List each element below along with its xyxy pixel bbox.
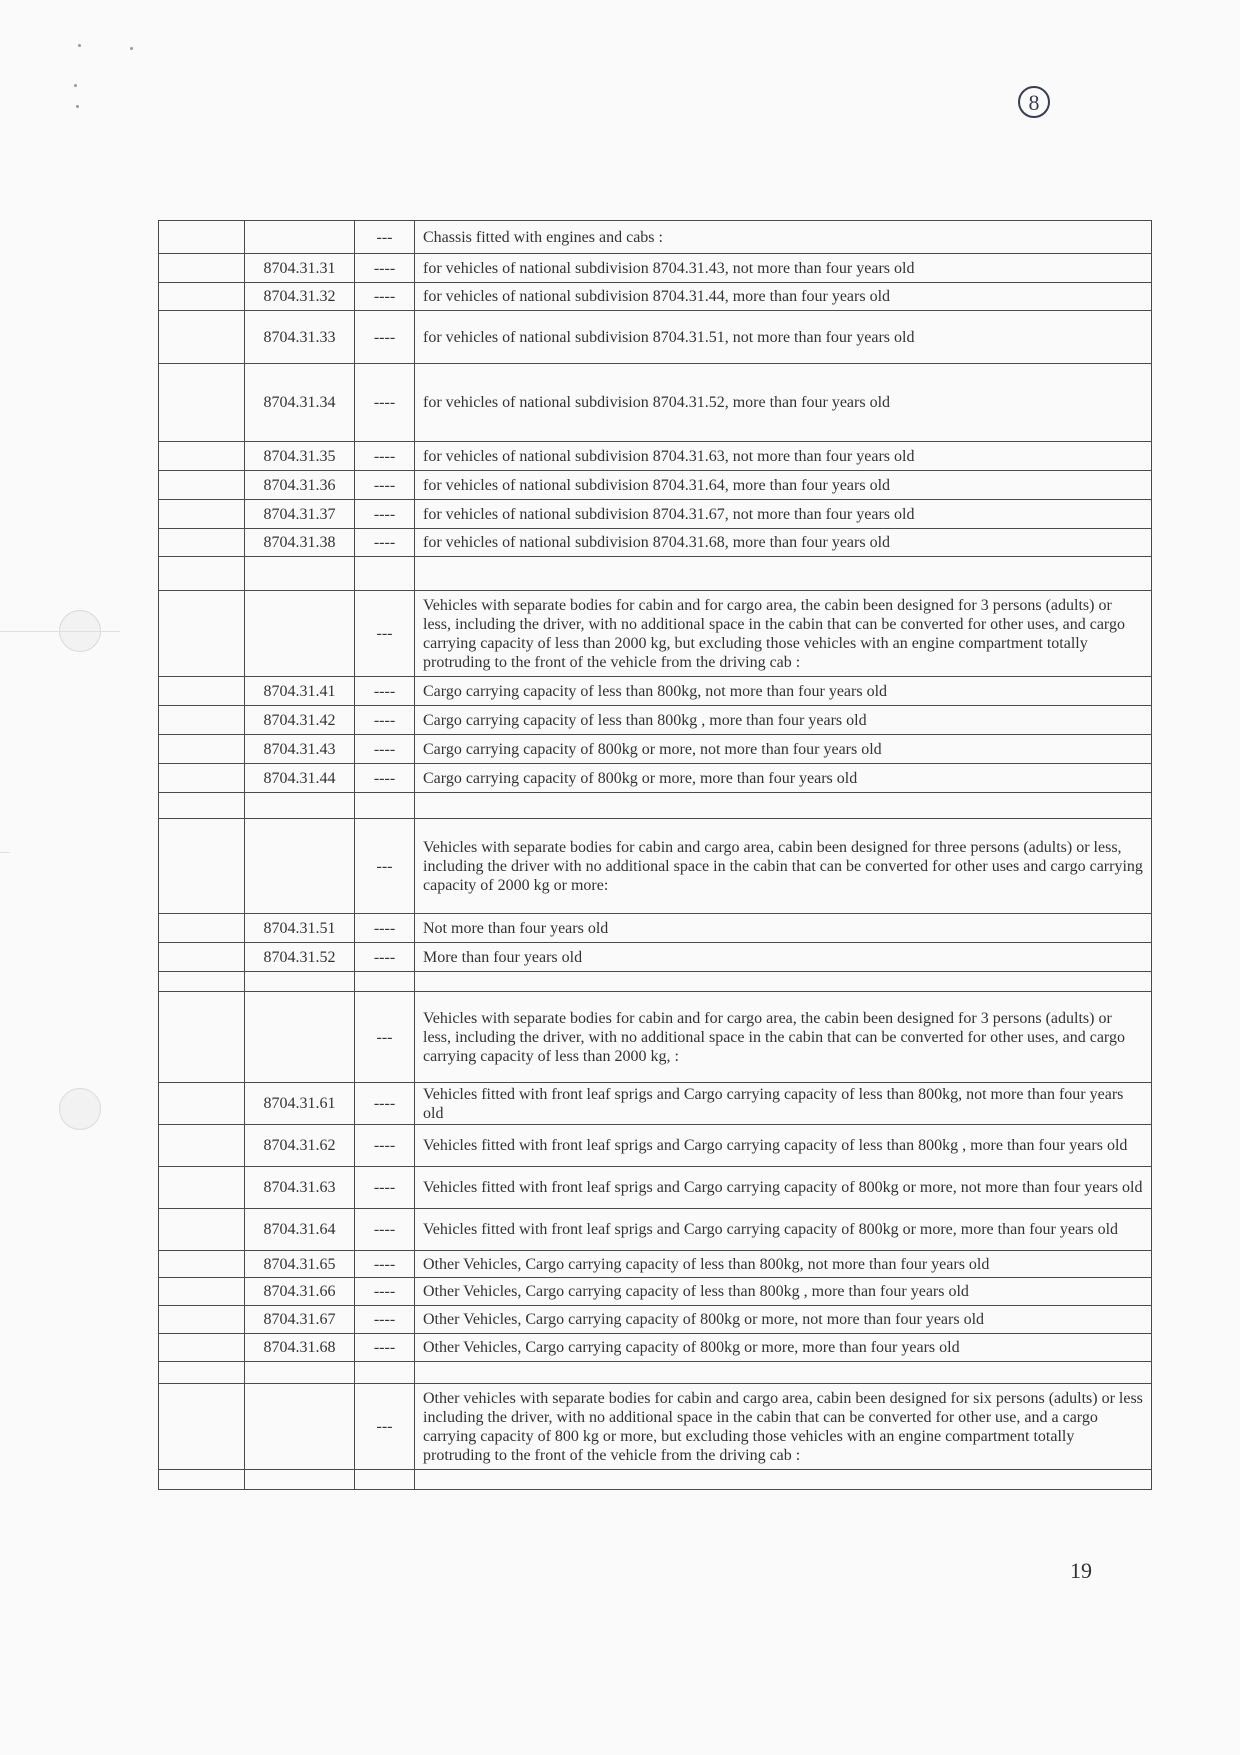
- dash-cell: ----: [355, 1209, 415, 1251]
- heading-cell: [159, 471, 245, 500]
- description-cell: Vehicles fitted with front leaf sprigs and Cargo carrying capacity of 800kg or more, not more than four years old: [415, 1167, 1152, 1209]
- heading-cell: [159, 1083, 245, 1125]
- description-cell: Cargo carrying capacity of less than 800kg , more than four years old: [415, 706, 1152, 735]
- heading-cell: [159, 764, 245, 793]
- code-cell: 8704.31.61: [245, 1083, 355, 1125]
- code-cell: 8704.31.63: [245, 1167, 355, 1209]
- table-row: [159, 364, 1152, 442]
- table-row: [159, 500, 1152, 529]
- scan-speck: [78, 44, 81, 47]
- table-row: [159, 442, 1152, 471]
- description-cell: for vehicles of national subdivision 8704.31.52, more than four years old: [415, 364, 1152, 442]
- table-row: [159, 1209, 1152, 1251]
- table-row: [159, 819, 1152, 914]
- table-row: [159, 1384, 1152, 1470]
- description-cell: Vehicles with separate bodies for cabin and for cargo area, the cabin been designed for 3 persons (adults) or less, including the driver, with no additional space in the cabin that can be converted for other uses, and cargo carrying capacity of less than 2000 kg, :: [415, 992, 1152, 1083]
- heading-cell: [159, 1209, 245, 1251]
- dash-cell: ----: [355, 1125, 415, 1167]
- table-row: [159, 254, 1152, 283]
- table-spacer-row: [159, 972, 1152, 992]
- heading-cell: [159, 311, 245, 364]
- heading-cell: [159, 283, 245, 311]
- description-cell: for vehicles of national subdivision 8704.31.44, more than four years old: [415, 283, 1152, 311]
- description-cell: [415, 1362, 1152, 1384]
- code-cell: 8704.31.66: [245, 1278, 355, 1306]
- code-cell: 8704.31.43: [245, 735, 355, 764]
- code-cell: 8704.31.44: [245, 764, 355, 793]
- tariff-table: [158, 220, 1152, 1490]
- dash-cell: [355, 972, 415, 992]
- code-cell: 8704.31.37: [245, 500, 355, 529]
- table-row: [159, 1167, 1152, 1209]
- description-cell: Other vehicles with separate bodies for cabin and cargo area, cabin been designed for six persons (adults) or less including the driver, with no additional space in the cabin that can be converted for other use, and a cargo carrying capacity of 800 kg or more, but excluding those vehicles with an engine compartment totally protruding to the front of the vehicle from the driving cab :: [415, 1384, 1152, 1470]
- description-cell: [415, 557, 1152, 591]
- description-cell: for vehicles of national subdivision 8704.31.63, not more than four years old: [415, 442, 1152, 471]
- dash-cell: ----: [355, 442, 415, 471]
- description-cell: for vehicles of national subdivision 8704.31.51, not more than four years old: [415, 311, 1152, 364]
- description-cell: Vehicles fitted with front leaf sprigs and Cargo carrying capacity of less than 800kg , more than four years old: [415, 1125, 1152, 1167]
- code-cell: 8704.31.51: [245, 914, 355, 943]
- table-row: [159, 221, 1152, 254]
- code-cell: 8704.31.35: [245, 442, 355, 471]
- heading-cell: [159, 943, 245, 972]
- heading-cell: [159, 1278, 245, 1306]
- dash-cell: ---: [355, 992, 415, 1083]
- description-cell: Cargo carrying capacity of 800kg or more, not more than four years old: [415, 735, 1152, 764]
- punch-hole: [59, 1088, 101, 1130]
- code-cell: [245, 793, 355, 819]
- description-cell: Other Vehicles, Cargo carrying capacity of less than 800kg, not more than four years old: [415, 1251, 1152, 1278]
- heading-cell: [159, 1167, 245, 1209]
- code-cell: 8704.31.32: [245, 283, 355, 311]
- dash-cell: [355, 1470, 415, 1490]
- dash-cell: ----: [355, 529, 415, 557]
- heading-cell: [159, 500, 245, 529]
- code-cell: 8704.31.64: [245, 1209, 355, 1251]
- description-cell: Other Vehicles, Cargo carrying capacity of 800kg or more, more than four years old: [415, 1334, 1152, 1362]
- code-cell: 8704.31.38: [245, 529, 355, 557]
- table-row: [159, 914, 1152, 943]
- heading-cell: [159, 1306, 245, 1334]
- tariff-table-body: [159, 221, 1152, 1490]
- table-spacer-row: [159, 1362, 1152, 1384]
- code-cell: 8704.31.65: [245, 1251, 355, 1278]
- heading-cell: [159, 529, 245, 557]
- dash-cell: ----: [355, 254, 415, 283]
- heading-cell: [159, 1251, 245, 1278]
- heading-cell: [159, 254, 245, 283]
- description-cell: [415, 793, 1152, 819]
- description-cell: Vehicles with separate bodies for cabin and cargo area, cabin been designed for three persons (adults) or less, including the driver with no additional space in the cabin that can be converted for other uses and cargo carrying capacity of 2000 kg or more:: [415, 819, 1152, 914]
- code-cell: [245, 819, 355, 914]
- heading-cell: [159, 992, 245, 1083]
- code-cell: 8704.31.41: [245, 677, 355, 706]
- code-cell: [245, 972, 355, 992]
- heading-cell: [159, 221, 245, 254]
- table-row: [159, 943, 1152, 972]
- description-cell: Other Vehicles, Cargo carrying capacity of less than 800kg , more than four years old: [415, 1278, 1152, 1306]
- stamp-mark: [1016, 84, 1052, 120]
- dash-cell: ----: [355, 677, 415, 706]
- heading-cell: [159, 1470, 245, 1490]
- description-cell: Vehicles fitted with front leaf sprigs and Cargo carrying capacity of less than 800kg, not more than four years old: [415, 1083, 1152, 1125]
- code-cell: 8704.31.33: [245, 311, 355, 364]
- dash-cell: ----: [355, 1306, 415, 1334]
- scan-speck: [76, 105, 79, 108]
- heading-cell: [159, 442, 245, 471]
- code-cell: [245, 221, 355, 254]
- dash-cell: ----: [355, 943, 415, 972]
- dash-cell: [355, 557, 415, 591]
- table-row: [159, 283, 1152, 311]
- heading-cell: [159, 1362, 245, 1384]
- dash-cell: [355, 1362, 415, 1384]
- heading-cell: [159, 677, 245, 706]
- code-cell: [245, 992, 355, 1083]
- dash-cell: ---: [355, 591, 415, 677]
- table-row: [159, 1251, 1152, 1278]
- dash-cell: ----: [355, 364, 415, 442]
- table-row: [159, 677, 1152, 706]
- table-spacer-row: [159, 793, 1152, 819]
- description-cell: Not more than four years old: [415, 914, 1152, 943]
- code-cell: [245, 1470, 355, 1490]
- description-cell: [415, 1470, 1152, 1490]
- punch-hole-crease: [0, 631, 120, 632]
- heading-cell: [159, 557, 245, 591]
- code-cell: [245, 1362, 355, 1384]
- heading-cell: [159, 914, 245, 943]
- scan-speck: [74, 84, 77, 87]
- table-row: [159, 992, 1152, 1083]
- dash-cell: ----: [355, 1251, 415, 1278]
- code-cell: 8704.31.67: [245, 1306, 355, 1334]
- description-cell: Chassis fitted with engines and cabs :: [415, 221, 1152, 254]
- description-cell: Vehicles with separate bodies for cabin and for cargo area, the cabin been designed for 3 persons (adults) or less, including the driver, with no additional space in the cabin that can be converted for other uses, and cargo carrying capacity of less than 2000 kg, but excluding those vehicles with an engine compartment totally protruding to the front of the vehicle from the driving cab :: [415, 591, 1152, 677]
- description-cell: More than four years old: [415, 943, 1152, 972]
- code-cell: 8704.31.68: [245, 1334, 355, 1362]
- table-spacer-row: [159, 1470, 1152, 1490]
- table-row: [159, 706, 1152, 735]
- table-row: [159, 1306, 1152, 1334]
- description-cell: [415, 972, 1152, 992]
- dash-cell: ---: [355, 819, 415, 914]
- table-row: [159, 591, 1152, 677]
- table-row: [159, 764, 1152, 793]
- table-row: [159, 529, 1152, 557]
- table-row: [159, 1334, 1152, 1362]
- dash-cell: ---: [355, 221, 415, 254]
- scan-speck: [130, 47, 133, 50]
- stamp-mark-text: 8: [1028, 90, 1040, 115]
- heading-cell: [159, 735, 245, 764]
- table-row: [159, 1125, 1152, 1167]
- heading-cell: [159, 364, 245, 442]
- dash-cell: ----: [355, 1167, 415, 1209]
- dash-cell: ----: [355, 1083, 415, 1125]
- description-cell: Vehicles fitted with front leaf sprigs and Cargo carrying capacity of 800kg or more, more than four years old: [415, 1209, 1152, 1251]
- code-cell: 8704.31.42: [245, 706, 355, 735]
- code-cell: 8704.31.62: [245, 1125, 355, 1167]
- table-row: [159, 1083, 1152, 1125]
- code-cell: 8704.31.31: [245, 254, 355, 283]
- description-cell: Other Vehicles, Cargo carrying capacity of 800kg or more, not more than four years old: [415, 1306, 1152, 1334]
- dash-cell: ----: [355, 706, 415, 735]
- dash-cell: ----: [355, 283, 415, 311]
- table-row: [159, 311, 1152, 364]
- heading-cell: [159, 972, 245, 992]
- description-cell: for vehicles of national subdivision 8704.31.67, not more than four years old: [415, 500, 1152, 529]
- dash-cell: ---: [355, 1384, 415, 1470]
- page-number: 19: [1070, 1558, 1092, 1583]
- dash-cell: ----: [355, 1278, 415, 1306]
- code-cell: 8704.31.52: [245, 943, 355, 972]
- heading-cell: [159, 1384, 245, 1470]
- dash-cell: ----: [355, 500, 415, 529]
- code-cell: [245, 1384, 355, 1470]
- description-cell: Cargo carrying capacity of less than 800kg, not more than four years old: [415, 677, 1152, 706]
- description-cell: for vehicles of national subdivision 8704.31.64, more than four years old: [415, 471, 1152, 500]
- dash-cell: ----: [355, 311, 415, 364]
- code-cell: 8704.31.34: [245, 364, 355, 442]
- code-cell: [245, 557, 355, 591]
- code-cell: 8704.31.36: [245, 471, 355, 500]
- dash-cell: ----: [355, 735, 415, 764]
- description-cell: Cargo carrying capacity of 800kg or more, more than four years old: [415, 764, 1152, 793]
- table-spacer-row: [159, 557, 1152, 591]
- dash-cell: ----: [355, 471, 415, 500]
- heading-cell: [159, 706, 245, 735]
- table-row: [159, 471, 1152, 500]
- heading-cell: [159, 819, 245, 914]
- scan-crease: [0, 852, 10, 853]
- table-row: [159, 1278, 1152, 1306]
- heading-cell: [159, 591, 245, 677]
- dash-cell: [355, 793, 415, 819]
- dash-cell: ----: [355, 1334, 415, 1362]
- table-row: [159, 735, 1152, 764]
- description-cell: for vehicles of national subdivision 8704.31.43, not more than four years old: [415, 254, 1152, 283]
- dash-cell: ----: [355, 764, 415, 793]
- code-cell: [245, 591, 355, 677]
- heading-cell: [159, 793, 245, 819]
- dash-cell: ----: [355, 914, 415, 943]
- heading-cell: [159, 1334, 245, 1362]
- heading-cell: [159, 1125, 245, 1167]
- description-cell: for vehicles of national subdivision 8704.31.68, more than four years old: [415, 529, 1152, 557]
